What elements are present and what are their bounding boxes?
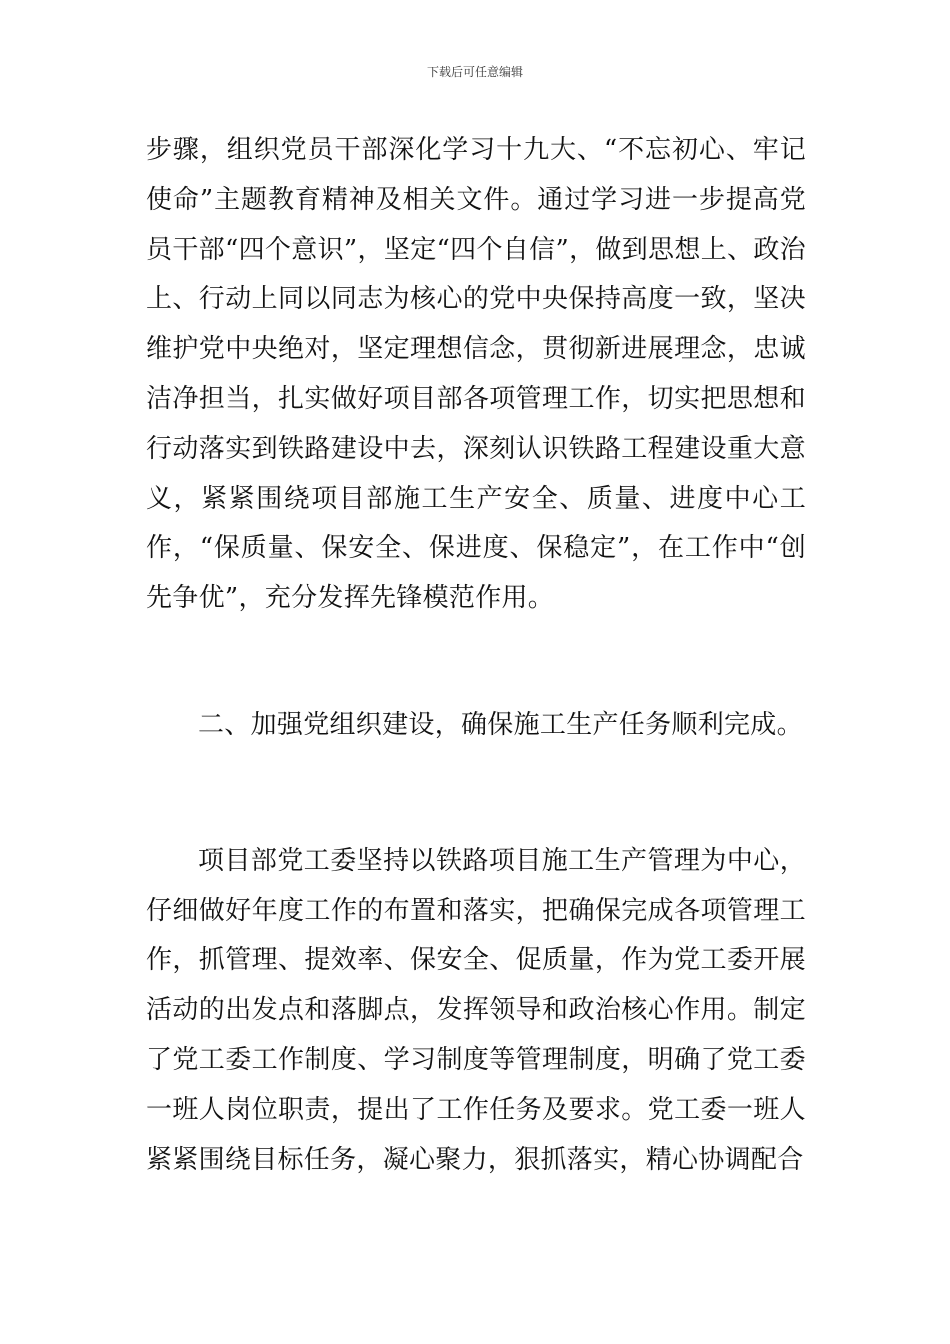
paragraph-gap (146, 751, 806, 837)
paragraph-party-building: 项目部党工委坚持以铁路项目施工生产管理为中心，仔细做好年度工作的布置和落实，把确保完成各项管理工作，抓管理、提效率、保安全、促质量，作为党工委开展活动的出发点和落脚点，发挥领导和政治核心作用。制定了党工委工作制度、学习制度等管理制度，明确了党工委一班人岗位职责，提出了工作任务及要求。党工委一班人紧紧围绕目标任务，凝心聚力，狠抓落实，精心协调配合 (146, 845, 806, 1175)
document-body (146, 126, 806, 1185)
paragraph-gap (146, 624, 806, 701)
section-heading-2: 二、加强党组织建设，确保施工生产任务顺利完成。 (198, 709, 803, 740)
header-note: 下载后可任意编辑 (426, 65, 523, 79)
paragraph-study: 步骤，组织党员干部深化学习十九大、“不忘初心、牢记使命”主题教育精神及相关文件。通过学习进一步提高党员干部“四个意识”，坚定“四个自信”，做到思想上、政治上、行动上同以同志为核心的党中央保持高度一致，坚决维护党中央绝对，坚定理想信念，贯彻新进展理念，忠诚洁净担当，扎实做好项目部各项管理工作，切实把思想和行动落实到铁路建设中去，深刻认识铁路工程建设重大意义，紧紧围绕项目部施工生产安全、质量、进度中心工作，“保质量、保安全、保进度、保稳定”，在工作中“创先争优”，充分发挥先锋模范作用。 (146, 135, 806, 614)
